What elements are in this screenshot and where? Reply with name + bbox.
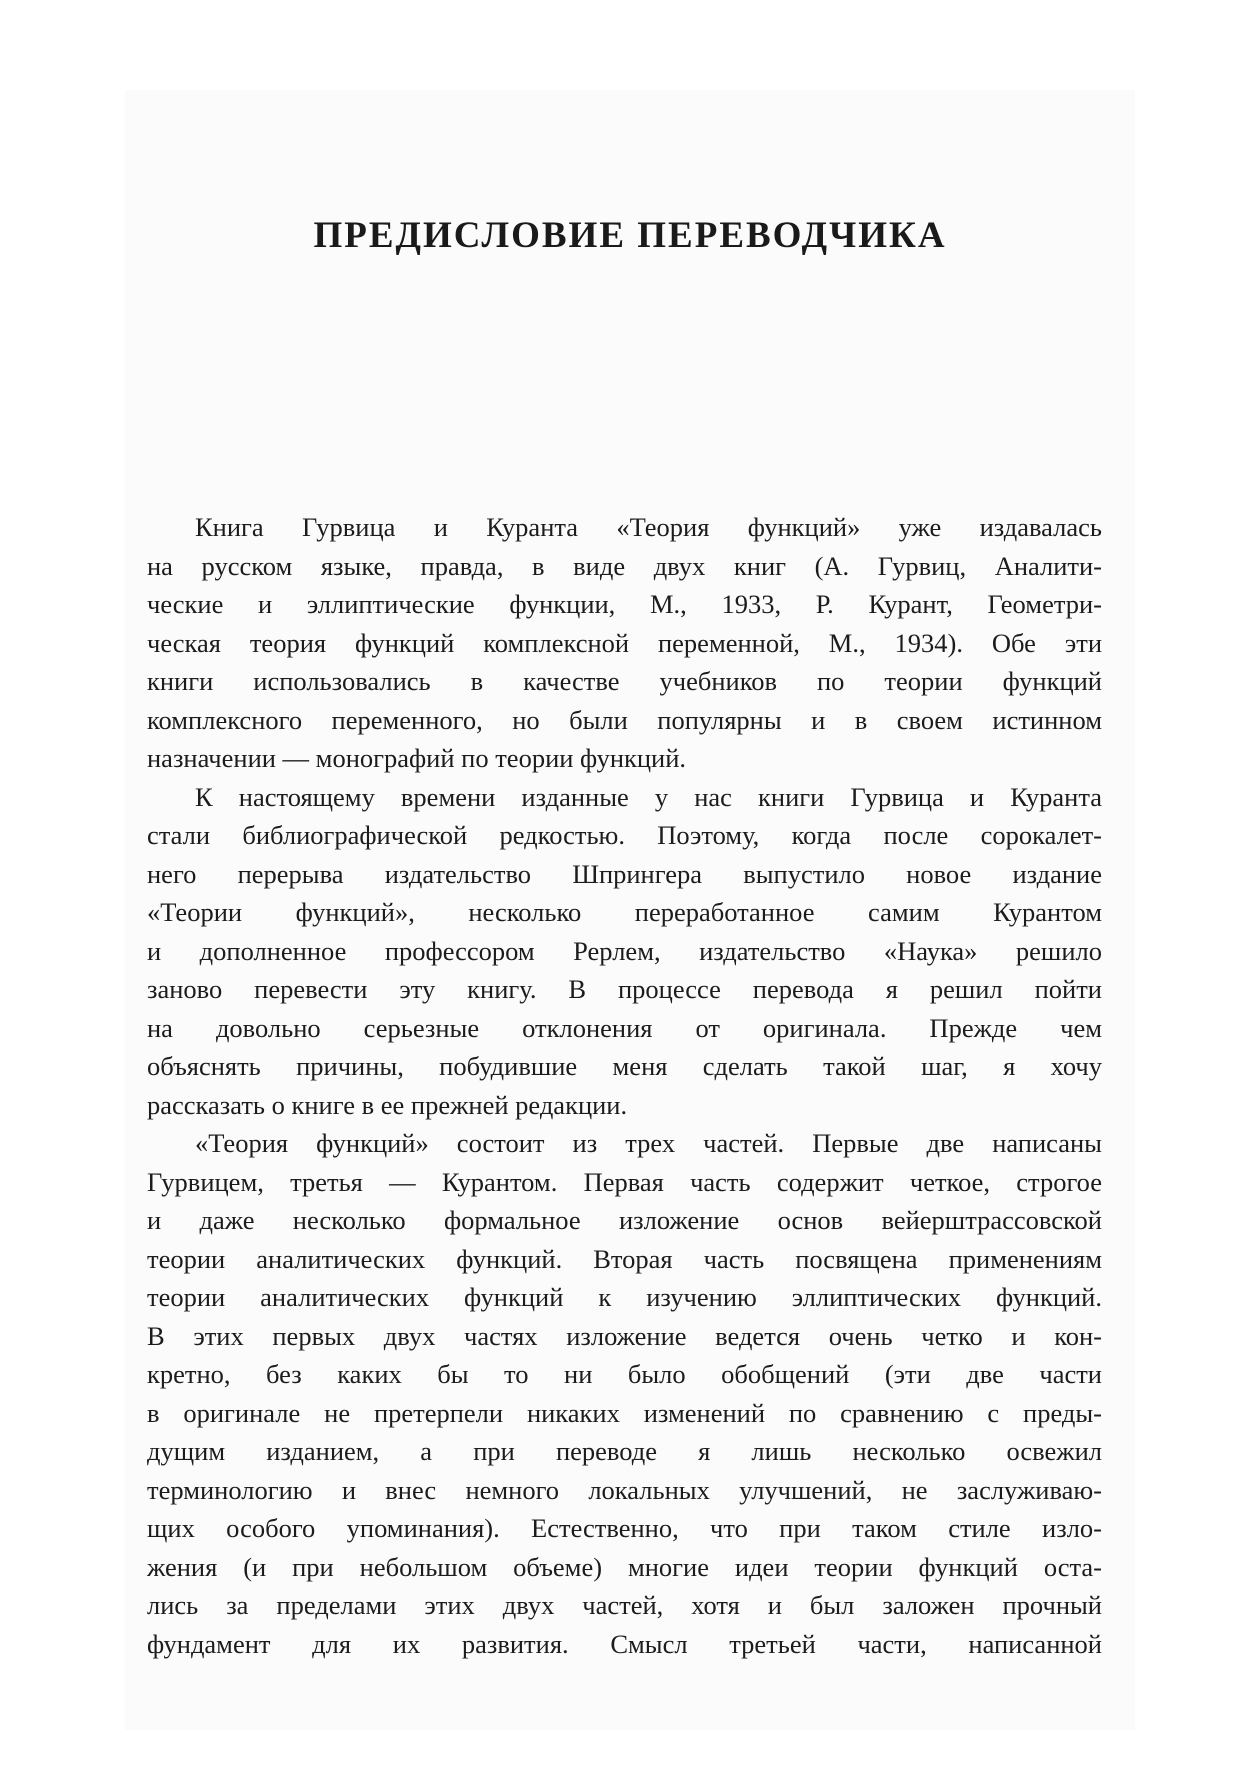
paragraph-3 (147, 1124, 1102, 1663)
paragraph-2 (147, 778, 1102, 1125)
text-line: на довольно серьезные отклонения от оригинала. Прежде чем (147, 1012, 1102, 1043)
text-line: стали библиографической редкостью. Поэтому, когда после сорокалет- (147, 820, 1102, 850)
text-line: ческие и эллиптические функции, М., 1933, Р. Курант, Геометри- (147, 589, 1102, 619)
text-line: «Теории функций», несколько переработанное самим Курантом (147, 897, 1102, 927)
text-line: Книга Гурвица и Куранта «Теория функций» уже издавалась (195, 512, 1102, 542)
text-line: заново перевести эту книгу. В процессе перевода я решил пойти (147, 974, 1102, 1004)
text-line: теории аналитических функций к изучению эллиптических функций. (147, 1282, 1102, 1312)
text-line: К настоящему времени изданные у нас книги Гурвица и Куранта (195, 781, 1102, 812)
text-line: терминологию и внес немного локальных улучшений, не заслуживаю- (147, 1474, 1102, 1505)
text-line: назначении — монографий по теории функций. (147, 743, 687, 773)
text-line: В этих первых двух частях изложение ведется очень четко и кон- (147, 1320, 1102, 1351)
text-line: фундамент для их развития. Смысл третьей части, написанной (147, 1628, 1102, 1659)
text-line: «Теория функций» состоит из трех частей. Первые две написаны (195, 1128, 1102, 1158)
text-line: щих особого упоминания). Естественно, что при таком стиле изло- (147, 1513, 1102, 1543)
text-line: в оригинале не претерпели никаких изменений по сравнению с преды- (147, 1397, 1102, 1428)
text-line: и даже несколько формальное изложение основ вейерштрассовской (147, 1205, 1102, 1235)
paragraph-1 (147, 508, 1102, 778)
text-line: лись за пределами этих двух частей, хотя и был заложен прочный (147, 1590, 1102, 1620)
text-line: Гурвицем, третья — Курантом. Первая часть содержит четкое, строгое (147, 1166, 1102, 1197)
text-line: жения (и при небольшом объеме) многие идеи теории функций оста- (147, 1551, 1102, 1582)
text-line: ческая теория функций комплексной переменной, М., 1934). Обе эти (147, 627, 1102, 658)
text-line: дущим изданием, а при переводе я лишь несколько освежил (147, 1436, 1102, 1466)
text-line: и дополненное профессором Рерлем, издательство «Наука» решило (147, 935, 1102, 966)
text-line: объяснять причины, побудившие меня сделать такой шаг, я хочу (147, 1051, 1102, 1081)
text-line: комплексного переменного, но были популярны и в своем истинном (147, 704, 1102, 735)
text-line: кретно, без каких бы то ни было обобщений (эти две части (147, 1359, 1102, 1389)
body-text (147, 508, 1102, 1663)
page-title: ПРЕДИСЛОВИЕ ПЕРЕВОДЧИКА (313, 215, 947, 256)
text-line: него перерыва издательство Шпрингера выпустило новое издание (147, 858, 1102, 889)
text-line: теории аналитических функций. Вторая часть посвящена применениям (147, 1243, 1102, 1274)
text-line: рассказать о книге в ее прежней редакции. (147, 1089, 628, 1120)
text-line: на русском языке, правда, в виде двух книг (А. Гурвиц, Аналити- (147, 550, 1102, 581)
text-line: книги использовались в качестве учебников по теории функций (147, 666, 1102, 696)
